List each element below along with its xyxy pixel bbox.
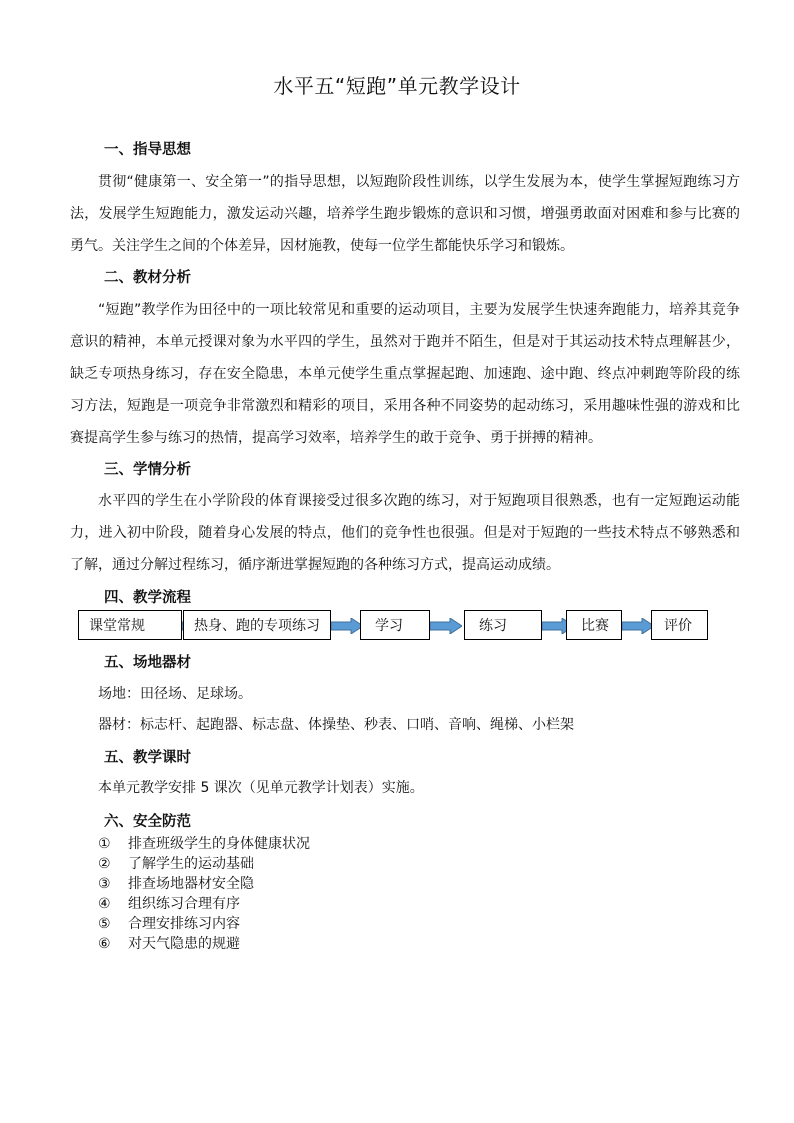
heading-class-hours: 五、教学课时 — [104, 750, 191, 766]
heading-teaching-flow: 四、教学流程 — [104, 590, 191, 606]
flow-arrow-icon — [430, 618, 462, 634]
equipment-text: 器材：标志杆、起跑器、标志盘、体操垫、秒表、口哨、音响、绳梯、小栏架 — [98, 717, 574, 733]
heading-venue-equipment: 五、场地器材 — [104, 655, 191, 671]
heading-guiding-ideology: 一、指导思想 — [104, 142, 191, 158]
venue-text: 场地：田径场、足球场。 — [98, 686, 252, 702]
heading-safety: 六、安全防范 — [104, 814, 191, 830]
flow-step-learn: 学习 — [360, 610, 430, 640]
flow-step-practice: 练习 — [464, 610, 542, 640]
flow-step-warmup: 热身、跑的专项练习 — [183, 610, 331, 640]
document-title: 水平五“短跑”单元教学设计 — [273, 74, 521, 98]
paragraph-guiding-ideology: 贯彻“健康第一、安全第一”的指导思想，以短跑阶段性训练，以学生发展为本，使学生掌握短跑练习方法，发展学生短跑能力，激发运动兴趣，培养学生跑步锻炼的意识和习惯，增强勇敢面对困难和参与比赛的勇气。关注学生之间的个体差异，因材施教，使每一位学生都能快乐学习和锻炼。 — [70, 174, 740, 254]
flow-arrow-icon — [622, 618, 654, 634]
list-item: ① 排查班级学生的身体健康状况 — [98, 836, 310, 852]
list-item: ② 了解学生的运动基础 — [98, 856, 254, 872]
heading-material-analysis: 二、教材分析 — [104, 270, 191, 286]
paragraph-material-analysis: “短跑”教学作为田径中的一项比较常见和重要的运动项目，主要为发展学生快速奔跑能力，培养其竞争意识的精神，本单元授课对象为水平四的学生，虽然对于跑并不陌生，但是对于其运动技术特点理解甚少，缺乏专项热身练习，存在安全隐患，本单元使学生重点掌握起跑、加速跑、途中跑、终点冲刺跑等阶段的练习方法，短跑是一项竞争非常激烈和精彩的项目，采用各种不同姿势的起动练习，采用趣味性强的游戏和比赛提高学生参与练习的热情，提高学习效率，培养学生的敢于竞争、勇于拼搏的精神。 — [70, 302, 740, 446]
list-item: ⑥ 对天气隐患的规避 — [98, 936, 240, 952]
flow-step-class-routine: 课堂常规 — [78, 610, 182, 640]
class-hours-text: 本单元教学安排 5 课次（见单元教学计划表）实施。 — [98, 780, 424, 796]
heading-student-analysis: 三、学情分析 — [104, 462, 191, 478]
flow-step-competition: 比赛 — [566, 610, 622, 640]
flow-step-evaluation: 评价 — [651, 610, 708, 640]
list-item: ⑤ 合理安排练习内容 — [98, 916, 240, 932]
safety-list — [98, 834, 310, 954]
list-item: ④ 组织练习合理有序 — [98, 896, 240, 912]
flow-arrow-icon — [331, 618, 363, 634]
teaching-flow-diagram — [78, 610, 718, 642]
paragraph-student-analysis: 水平四的学生在小学阶段的体育课接受过很多次跑的练习，对于短跑项目很熟悉，也有一定短跑运动能力，进入初中阶段，随着身心发展的特点，他们的竞争性也很强。但是对于短跑的一些技术特点不够熟悉和了解，通过分解过程练习，循序渐进掌握短跑的各种练习方式，提高运动成绩。 — [70, 493, 740, 573]
list-item: ③ 排查场地器材安全隐 — [98, 876, 254, 892]
